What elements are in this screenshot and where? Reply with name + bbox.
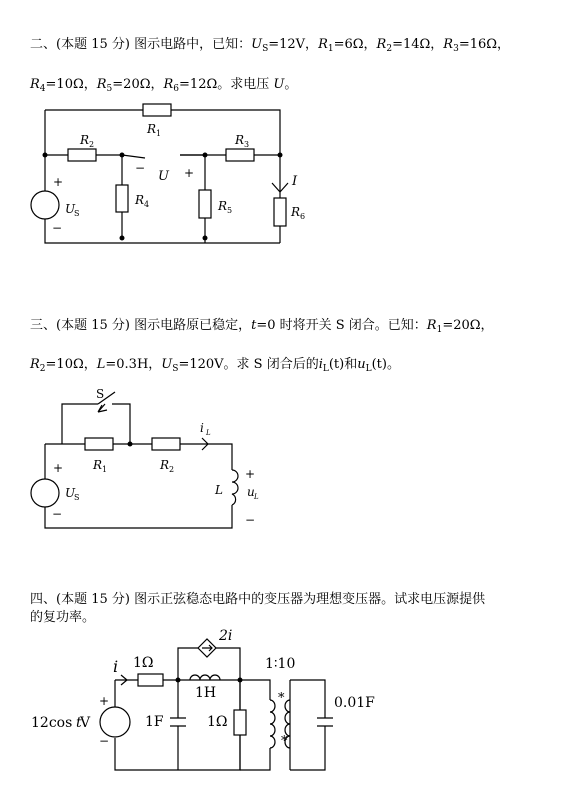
- p3-t-paren-2: (t): [371, 357, 387, 372]
- label-2i: 2i: [219, 628, 233, 644]
- label-r2-c2: R: [160, 458, 170, 472]
- label-r3-sub: 3: [244, 140, 250, 149]
- label-ratio: 1∶10: [265, 656, 296, 672]
- ul-plus: +: [245, 467, 256, 481]
- label-r2: R: [80, 133, 90, 147]
- u-plus: +: [184, 166, 195, 180]
- label-source-amp: 12cos: [31, 715, 73, 731]
- resistor-1ohm-mid: [234, 710, 246, 735]
- label-r4-sub: 4: [144, 200, 150, 209]
- label-source-t: t: [76, 715, 82, 731]
- label-r2-c2-sub: 2: [169, 465, 175, 474]
- label-switch-s: S: [96, 387, 105, 401]
- label-r1-c2-sub: 1: [102, 465, 108, 474]
- resistor-r2-c2: [152, 438, 180, 450]
- p3-end-mark: 。: [386, 357, 400, 372]
- p2-us-val: =12V，: [268, 37, 319, 52]
- problem4-line2: 的复功率。: [30, 610, 96, 625]
- p3-line1: 三、(本题 15 分) 图示电路原已稳定，: [30, 318, 252, 333]
- label-r6: R: [291, 205, 301, 219]
- problem4-line1: 四、(本题 15 分) 图示正弦稳态电路中的变压器为理想变压器。试求电压源提供: [30, 592, 486, 607]
- resistor-r1-c2: [85, 438, 113, 450]
- p3-l-val: =0.3H，: [105, 357, 162, 372]
- label-r1-c2: R: [93, 458, 103, 472]
- label-1f: 1F: [145, 714, 164, 730]
- p2-prefix: 二、(本题 15 分) 图示电路中，已知：: [30, 37, 252, 52]
- label-1h: 1H: [195, 685, 217, 701]
- label-i: i: [113, 657, 119, 676]
- p2-r5-val: =20Ω，: [112, 77, 164, 92]
- problem2-line2: $R_4=10\Omega$，$R_5=20\Omega$，$R_6=12\Omega$。求电压 U。: [30, 77, 298, 94]
- label-us: U: [65, 202, 76, 216]
- inductor-l: [232, 470, 238, 505]
- label-r2-sub: 2: [89, 140, 95, 149]
- p2-r3-val: =16Ω，: [458, 37, 511, 52]
- problem3-line1: 三、(本题 15 分) 图示电路原已稳定，t=0 时将开关 S 闭合。已知：$R_1=20\Omega$，: [30, 318, 494, 335]
- resistor-r6: [274, 198, 286, 226]
- label-r4: R: [135, 193, 145, 207]
- label-r-top: 1Ω: [133, 655, 154, 671]
- source3-minus: −: [99, 734, 110, 748]
- resistor-r5: [199, 190, 211, 218]
- inductor-1h: [190, 675, 220, 680]
- label-us-sub: S: [74, 209, 80, 218]
- voltage-source-us-c2: [31, 479, 59, 507]
- p3-r2-val: =10Ω，: [45, 357, 97, 372]
- p2-r6-val: =12Ω。求电压: [179, 77, 274, 92]
- circuit-1: [31, 104, 305, 243]
- source-plus: +: [53, 175, 64, 189]
- problem3-line2: $R_2=10\Omega$，L=0.3H，$U_S=120V$。求 S 闭合后的$i_L(t)$和$u_L(t)$。: [30, 357, 400, 374]
- resistor-r3: [226, 149, 254, 161]
- source3-plus: +: [99, 694, 110, 708]
- label-r1-sub: 1: [156, 129, 162, 138]
- p2-r1-val: =6Ω，: [333, 37, 377, 52]
- label-ul: u: [247, 485, 255, 499]
- label-voltage-u: U: [158, 169, 169, 184]
- circuit-3: [31, 628, 375, 770]
- voltage-source-12cos: [100, 707, 130, 737]
- label-r3: R: [235, 133, 245, 147]
- label-r5-sub: 5: [227, 206, 233, 215]
- label-current-i: I: [292, 174, 298, 189]
- source2-minus: −: [52, 507, 63, 521]
- transformer-primary: [270, 700, 275, 748]
- p3-t0: t: [251, 318, 257, 333]
- problem2-line1: 二、(本题 15 分) 图示电路中，已知：$U_S=12V$，$R_1=6\Omega$，$R_2=14\Omega$，$R_3=16\Omega$，: [30, 37, 511, 54]
- p3-us-val: =120V。求 S 闭合后的: [178, 357, 319, 372]
- u-minus: −: [135, 161, 146, 175]
- source-minus: −: [52, 221, 63, 235]
- circuit-2: [31, 387, 259, 528]
- p2-r2-val: =14Ω，: [392, 37, 444, 52]
- source2-plus: +: [53, 461, 64, 475]
- p3-r1-val: =20Ω，: [442, 318, 494, 333]
- label-r6-sub: 6: [300, 212, 306, 221]
- p3-t0-rest: =0 时将开关 S 闭合。已知：: [256, 318, 427, 333]
- label-r5: R: [218, 199, 228, 213]
- resistor-r2: [68, 149, 96, 161]
- p2-end-mark: 。: [284, 77, 298, 92]
- p3-ul: u: [357, 357, 366, 372]
- label-il: i: [200, 421, 204, 435]
- capacitor-001f: [290, 680, 333, 770]
- voltage-source-us: [31, 191, 59, 219]
- dot-primary: *: [278, 691, 285, 706]
- label-il-sub: L: [206, 429, 211, 437]
- label-us-c2: U: [65, 486, 76, 500]
- dot-secondary: *: [281, 734, 288, 749]
- label-l: L: [215, 483, 223, 497]
- resistor-r4: [116, 185, 128, 212]
- resistor-1ohm-top: [138, 674, 163, 686]
- label-ul-sub: L: [254, 493, 259, 501]
- label-001f: 0.01F: [334, 695, 375, 711]
- label-r1: R: [147, 122, 157, 136]
- p2-us: U: [251, 37, 263, 52]
- capacitor-1f: [170, 680, 186, 770]
- ul-minus: −: [245, 513, 256, 527]
- p3-and: 和: [344, 357, 358, 372]
- resistor-r1: [143, 104, 171, 116]
- label-us-c2-sub: S: [74, 493, 80, 502]
- p2-u-end: U: [273, 77, 285, 92]
- label-source-v: V: [80, 715, 91, 731]
- p3-t-paren-1: (t): [328, 357, 345, 372]
- p3-il: i: [318, 357, 323, 372]
- label-r-mid: 1Ω: [207, 714, 228, 730]
- p2-r4-val: =10Ω，: [45, 77, 97, 92]
